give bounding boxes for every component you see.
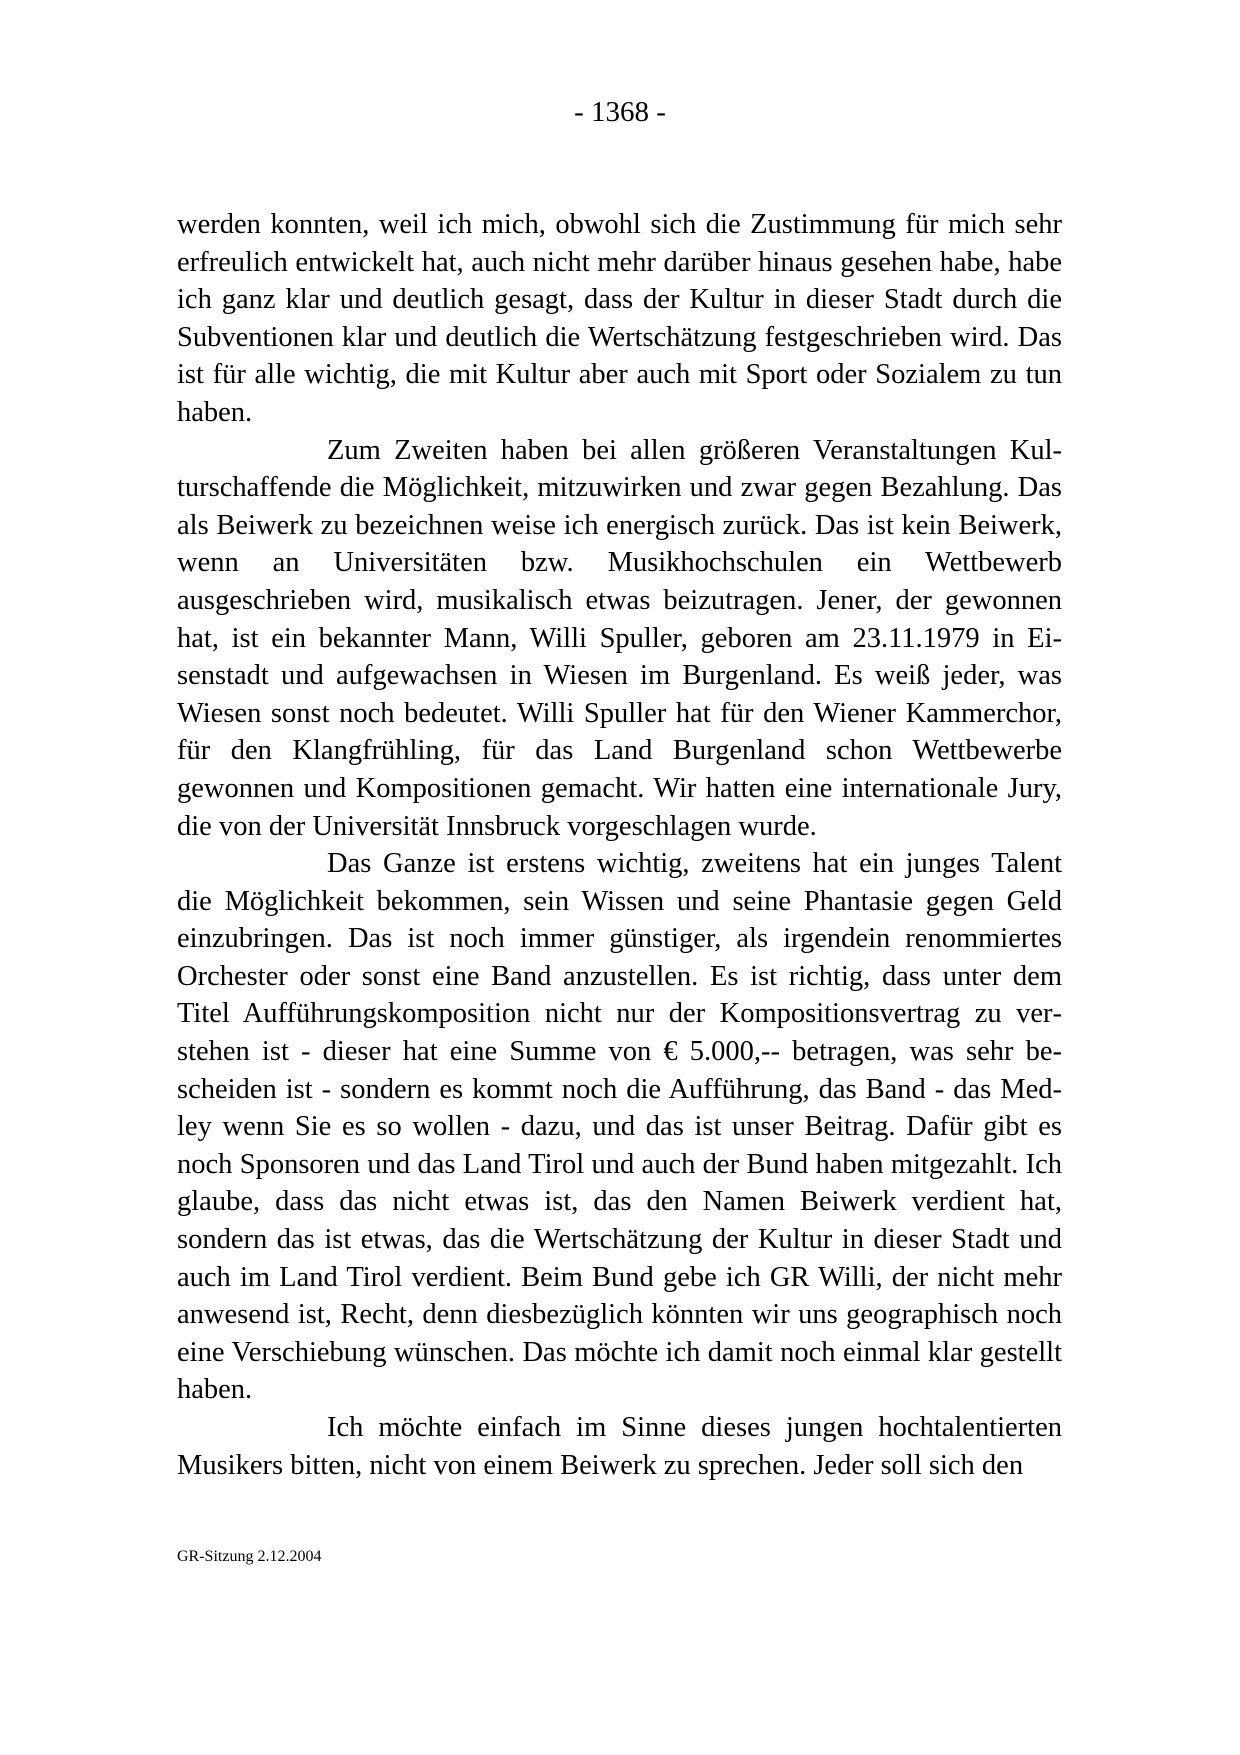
paragraph: Das Ganze ist erstens wichtig, zweitens hat ein junges Talent die Möglichkeit bekommen, sein Wissen und seine Phantasie gegen Geld einzubringen. Das ist noch immer günstiger, als irgendein renommiertes Orchester oder sonst eine Band anzustellen. Es ist richtig, dass unter dem Titel Aufführungskomposition nicht nur der Kompositionsvertrag zu verstehen ist - dieser hat eine Summe von € 5.000,-- betragen, was sehr bescheiden ist - sondern es kommt noch die Aufführung, das Band - das Medley wenn Sie es so wollen - dazu, und das ist unser Beitrag. Dafür gibt es noch Sponsoren und das Land Tirol und auch der Bund haben mitgezahlt. Ich glaube, dass das nicht etwas ist, das den Namen Beiwerk verdient hat, sondern das ist etwas, das die Wertschätzung der Kultur in dieser Stadt und auch im Land Tirol verdient. Beim Bund gebe ich GR Willi, der nicht mehr anwesend ist, Recht, denn diesbezüglich könnten wir uns geographisch noch eine Verschiebung wünschen. Das möchte ich damit noch einmal klar gestellt haben. [177, 848, 1062, 1406]
footer-session-label: GR-Sitzung 2.12.2004 [177, 1548, 322, 1565]
paragraph: Zum Zweiten haben bei allen größeren Veranstaltungen Kulturschaffende die Möglichkeit, mitzuwirken und zwar gegen Bezahlung. Das als Beiwerk zu bezeichnen weise ich energisch zurück. Das ist kein Beiwerk, wenn an Universitäten bzw. Musikhochschulen ein Wettbewerb ausgeschrieben wird, musikalisch etwas beizutragen. Jener, der gewonnen hat, ist ein bekannter Mann, Willi Spuller, geboren am 23.11.1979 in Eisenstadt und aufgewachsen in Wiesen im Burgenland. Es weiß jeder, was Wiesen sonst noch bedeutet. Willi Spuller hat für den Wiener Kammerchor, für den Klangfrühling, für das Land Burgenland schon Wettbewerbe gewonnen und Kompositionen gemacht. Wir hatten eine internationale Jury, die von der Universität Innsbruck vorgeschlagen wurde. [177, 434, 1062, 842]
paragraph: werden konnten, weil ich mich, obwohl sich die Zustimmung für mich sehr erfreulich entwickelt hat, auch nicht mehr darüber hinaus gesehen habe, habe ich ganz klar und deutlich gesagt, dass der Kultur in dieser Stadt durch die Subventionen klar und deutlich die Wertschätzung festgeschrieben wird. Das ist für alle wichtig, die mit Kultur aber auch mit Sport oder Sozialem zu tun haben. [177, 209, 1062, 428]
body-text [177, 206, 1062, 1484]
page-number: - 1368 - [574, 96, 666, 128]
paragraph: Ich möchte einfach im Sinne dieses jungen hochtalentierten Musikers bitten, nicht von einem Beiwerk zu sprechen. Jeder soll sich den [177, 1412, 1062, 1481]
